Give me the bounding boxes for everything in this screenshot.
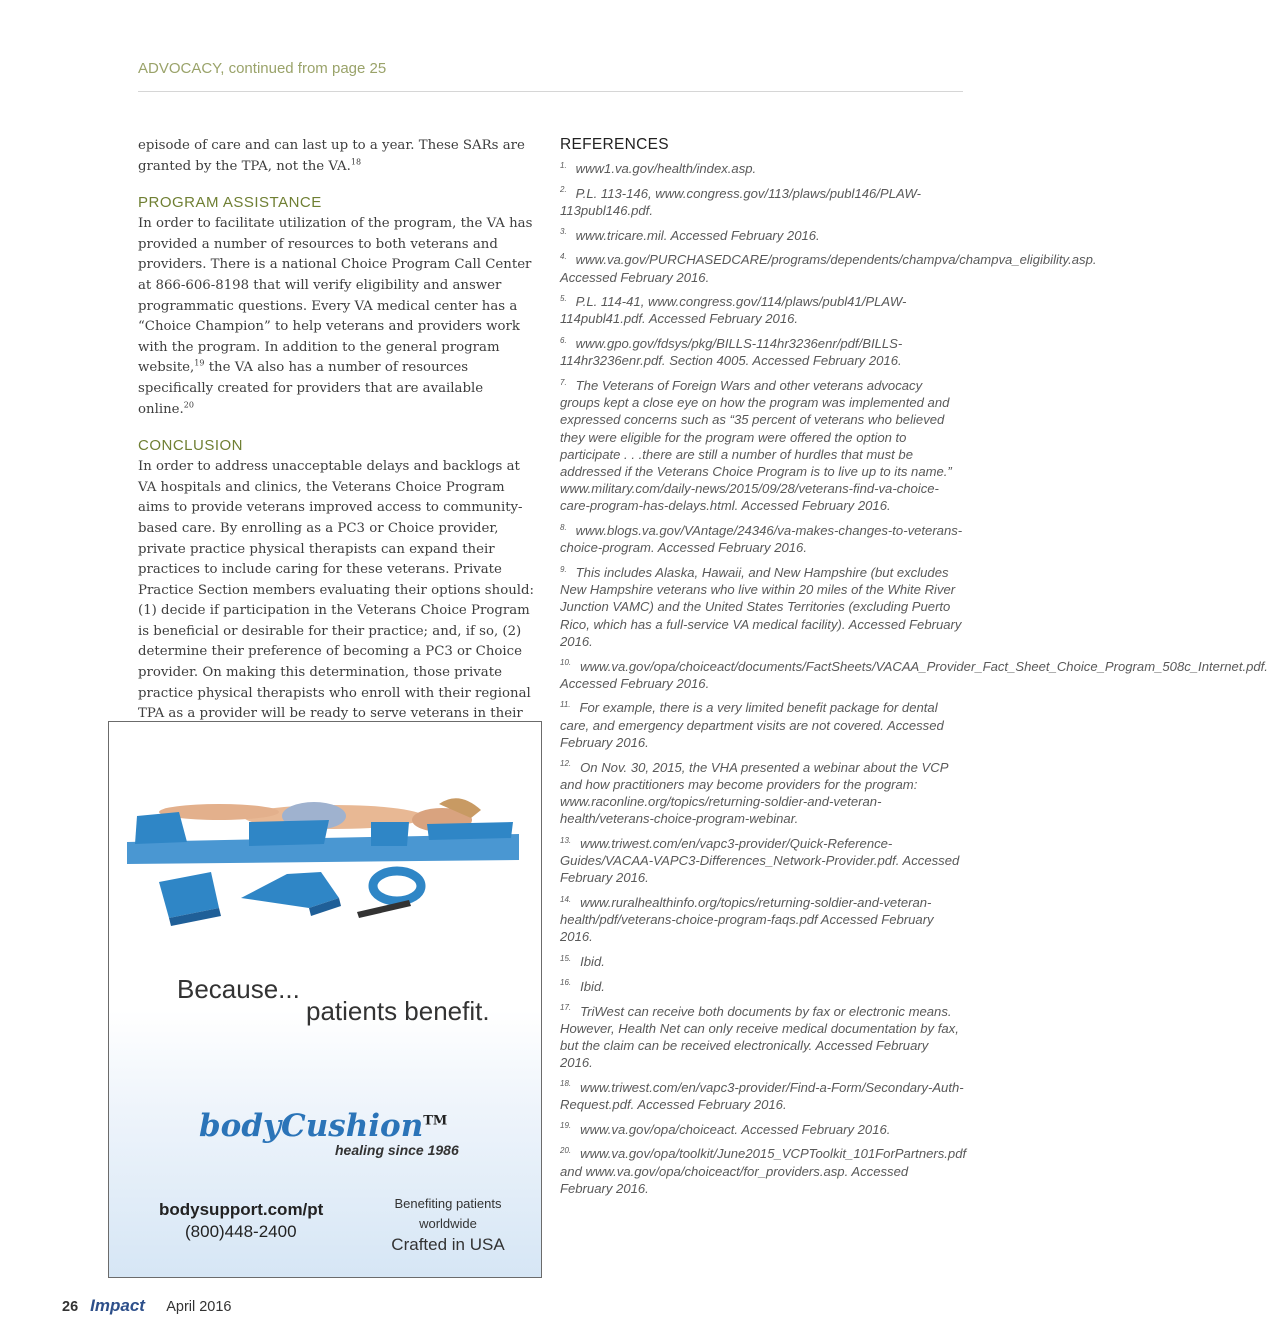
reference-text: www1.va.gov/health/index.asp. (575, 161, 757, 176)
reference-text: www.ruralhealthinfo.org/topics/returning-soldier-and-veteran-health/pdf/veterans-choice-program-faqs.pdf Accessed February 2016. (560, 895, 934, 945)
references-section (560, 136, 1268, 1205)
references-list (560, 160, 1268, 1197)
reference-number: 16. (560, 978, 572, 988)
reference-number: 18. (560, 1079, 572, 1089)
reference-item (560, 1145, 967, 1197)
reference-item (560, 658, 1268, 692)
reference-item (560, 1121, 964, 1138)
running-head: ADVOCACY, continued from page 25 (138, 60, 387, 77)
footnote-ref: 20 (183, 400, 194, 410)
reference-text: On Nov. 30, 2015, the VHA presented a webinar about the VCP and how practitioners may become providers for the program: www.raconline.org/topics/returning-soldier-and-veteran-health/veterans-choice-program-webinar. (560, 759, 948, 827)
reference-text: www.blogs.va.gov/VAntage/24346/va-makes-changes-to-veterans-choice-program. Accessed February 2016. (560, 523, 963, 556)
reference-item (560, 953, 964, 970)
reference-item (560, 522, 964, 556)
magazine-name: Impact (90, 1296, 145, 1315)
reference-item (560, 377, 964, 515)
reference-number: 20. (560, 1146, 572, 1156)
ad-product-illustration (109, 722, 543, 982)
reference-text: TriWest can receive both documents by fax or electronic means. However, Health Net can only receive medical documentation by fax, but the claim can be received electronically. Accessed February 2016. (560, 1003, 959, 1071)
reference-text: P.L. 114-41, www.congress.gov/114/plaws/publ41/PLAW-114publ41.pdf. Accessed February 2016. (560, 294, 907, 327)
reference-item (560, 185, 964, 219)
reference-text: P.L. 113-146, www.congress.gov/113/plaws/publ146/PLAW-113publ146.pdf. (560, 185, 921, 218)
reference-number: 2. (560, 185, 567, 195)
ad-brand-logo: bodyCushion™ (199, 1108, 448, 1144)
intro-paragraph: episode of care and can last up to a year. These SARs are granted by the TPA, not the VA.$^{18}$ (138, 138, 525, 174)
reference-text: www.va.gov/opa/choiceact. Accessed February 2016. (580, 1121, 891, 1137)
issue-date: April 2016 (166, 1299, 232, 1315)
reference-number: 7. (560, 377, 567, 387)
reference-item (560, 227, 964, 244)
reference-number: 3. (560, 227, 567, 237)
reference-number: 14. (560, 894, 572, 904)
ad-website[interactable]: bodysupport.com/pt (159, 1200, 324, 1219)
reference-number: 17. (560, 1003, 572, 1013)
ad-headline-benefit: patients benefit. (306, 996, 490, 1026)
footnote-ref: 19 (194, 358, 205, 368)
reference-text: For example, there is a very limited benefit package for dental care, and emergency department visits are not covered. Accessed February 2016. (560, 700, 944, 750)
reference-item (560, 251, 1097, 285)
reference-text: www.tricare.mil. Accessed February 2016. (575, 227, 820, 243)
reference-item (560, 759, 964, 828)
ad-benefits-text: Benefiting patients worldwide Crafted in USA (391, 1196, 505, 1254)
reference-number: 1. (560, 160, 567, 170)
reference-text: www.triwest.com/en/vapc3-provider/Quick-Reference-Guides/VACAA-VAPC3-Differences_Network-Provider.pdf. Accessed February 2016. (560, 835, 960, 886)
reference-number: 13. (560, 835, 572, 845)
reference-number: 8. (560, 522, 567, 532)
reference-item (560, 835, 964, 887)
reference-item (560, 335, 964, 369)
reference-number: 6. (560, 335, 567, 345)
reference-number: 10. (560, 658, 572, 668)
reference-item (560, 293, 964, 327)
reference-text: This includes Alaska, Hawaii, and New Hampshire (but excludes New Hampshire veterans who live within 20 miles of the White River Junction VAMC) and the United States Territories (excluding Puerto Rico, which has a full-service VA medical facility). Accessed February 2016. (560, 565, 962, 649)
reference-item (560, 564, 964, 650)
ad-phone: (800)448-2400 (185, 1222, 297, 1241)
reference-item (560, 894, 964, 946)
references-heading: REFERENCES (560, 136, 669, 153)
article-body (138, 136, 540, 745)
reference-number: 12. (560, 759, 572, 769)
reference-number: 9. (560, 564, 567, 574)
header-rule (138, 91, 963, 92)
page-number: 26 (62, 1299, 79, 1315)
page-footer (62, 1296, 232, 1316)
reference-text: Ibid. (580, 978, 605, 994)
footnote-ref: 18 (350, 157, 362, 167)
reference-number: 15. (560, 953, 572, 963)
program-assistance-heading: PROGRAM ASSISTANCE (138, 194, 322, 212)
reference-number: 4. (560, 251, 567, 261)
reference-text: Ibid. (580, 954, 605, 970)
reference-text: www.gpo.gov/fdsys/pkg/BILLS-114hr3236enr/pdf/BILLS-114hr3236enr.pdf. Section 4005. Accessed February 2016. (560, 336, 903, 369)
reference-number: 11. (560, 700, 571, 710)
reference-item (560, 1003, 964, 1072)
reference-text: www.triwest.com/en/vapc3-provider/Find-a-Form/Secondary-Auth-Request.pdf. Accessed February 2016. (560, 1079, 964, 1113)
conclusion-paragraph: In order to address unacceptable delays and backlogs at VA hospitals and clinics, the Veterans Choice Program aims to provide veterans improved access to community-based care. By enrolling as a PC3 or Choice provider, private practice physical therapists can expand their practices to include caring for these veterans. Private Practice Section members evaluating their options should: (1) decide if participation in the Veterans Choice Program is beneficial or desirable for their practice; and, if so, (2) determine their preference of becoming a PC3 or Choice provider. On making this determination, those private practice physical therapists who enroll with their regional TPA as a provider will be ready to serve veterans in their (138, 457, 540, 745)
reference-number: 5. (560, 293, 567, 303)
reference-item (560, 1079, 964, 1113)
ad-headline-because: Because... (177, 974, 300, 1004)
ad-tagline: healing since 1986 (335, 1142, 459, 1158)
reference-text: www.va.gov/opa/toolkit/June2015_VCPToolkit_101ForPartners.pdf and www.va.gov/opa/choiceact/for_providers.asp. Accessed February 2016. (560, 1146, 967, 1196)
reference-item (560, 699, 964, 751)
reference-item (560, 160, 964, 177)
conclusion-heading: CONCLUSION (138, 437, 244, 455)
reference-number: 19. (560, 1121, 572, 1131)
reference-text: www.va.gov/PURCHASEDCARE/programs/dependents/champva/champva_eligibility.asp. Accessed February 2016. (560, 252, 1097, 285)
reference-text: The Veterans of Foreign Wars and other veterans advocacy groups kept a close eye on how the program was implemented and expressed concerns such as “35 percent of veterans who believed they were eligible for the program were offered the option to participate . . .there are still a number of hurdles that must be addressed if the Veterans Choice Program is to live up to its name.” www.military.com/daily-news/2015/09/28/veterans-find-va-choice-care-program-has-delays.html. Accessed February 2016. (560, 378, 952, 514)
reference-text: www.va.gov/opa/choiceact/documents/FactSheets/VACAA_Provider_Fact_Sheet_Choice_Program_508c_Internet.pdf. Accessed February 2016. (560, 658, 1268, 691)
reference-item (560, 978, 964, 995)
program-assistance-paragraph: In order to facilitate utilization of the program, the VA has provided a number of resources to both veterans and providers. There is a national Choice Program Call Center at 866-606-8198 that will verify eligibility and answer programmatic questions. Every VA medical center has a “Choice Champion” to help veterans and providers work with the program. In addition to the general program website,$^{19}$ the VA also has a number of resources specifically created for providers that are available online.$^{20}$ (138, 216, 533, 417)
bodycushion-advertisement[interactable] (108, 721, 542, 1278)
